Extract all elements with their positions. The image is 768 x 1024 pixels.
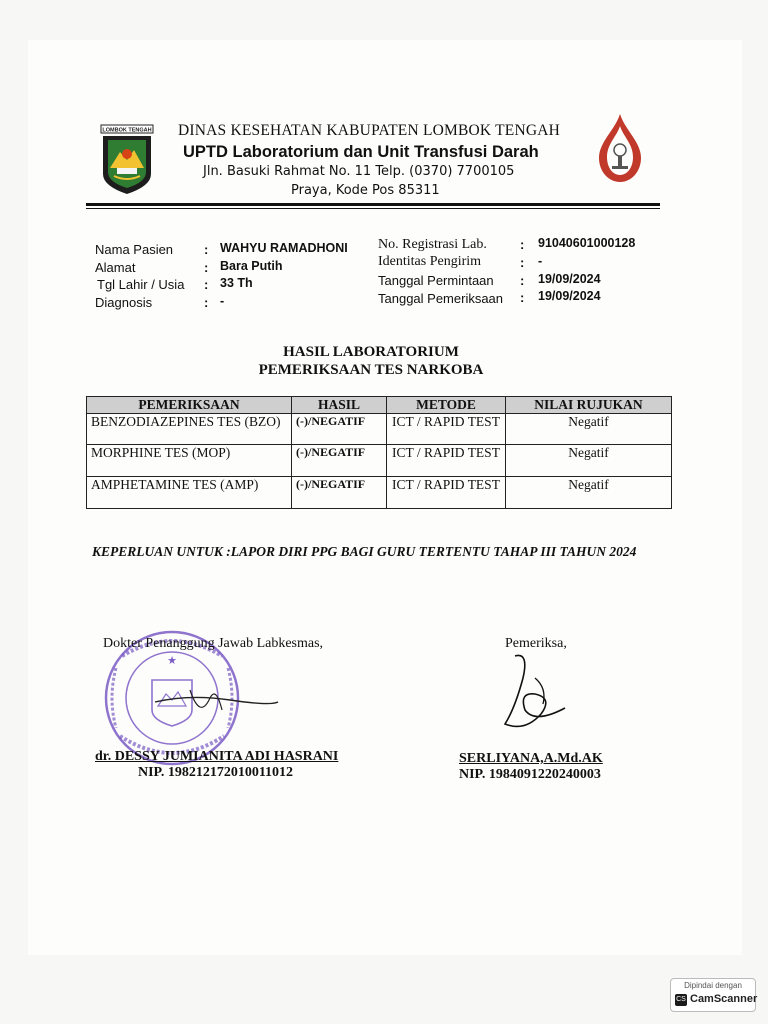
camscanner-icon: CS bbox=[675, 994, 687, 1006]
header-lab-name: UPTD Laboratorium dan Unit Transfusi Darah bbox=[183, 143, 539, 161]
colon: : bbox=[204, 277, 209, 292]
right-signature bbox=[495, 648, 575, 733]
request-date-label: Tanggal Permintaan bbox=[378, 273, 494, 288]
column-header-test: PEMERIKSAAN bbox=[87, 397, 292, 414]
table-header-row bbox=[87, 397, 672, 414]
colon: : bbox=[520, 273, 525, 288]
blood-drop-logo bbox=[595, 112, 645, 184]
result-cell: (-)/NEGATIF bbox=[292, 477, 387, 509]
exam-date-value: 19/09/2024 bbox=[538, 289, 601, 303]
table-row bbox=[87, 445, 672, 477]
colon: : bbox=[204, 260, 209, 275]
patient-name-value: WAHYU RAMADHONI bbox=[220, 241, 348, 255]
svg-text:★: ★ bbox=[167, 655, 177, 667]
patient-diagnosis-label: Diagnosis bbox=[95, 295, 153, 310]
sender-value: - bbox=[538, 254, 543, 268]
column-header-result: HASIL bbox=[292, 397, 387, 414]
patient-address-label: Alamat bbox=[95, 260, 136, 275]
patient-name-label: Nama Pasien bbox=[95, 242, 174, 257]
header-city: Praya, Kode Pos 85311 bbox=[291, 183, 440, 198]
colon: : bbox=[520, 237, 525, 252]
reference-cell: Negatif bbox=[506, 414, 672, 445]
report-title: HASIL LABORATORIUM bbox=[283, 344, 459, 360]
header-agency: DINAS KESEHATAN KABUPATEN LOMBOK TENGAH bbox=[178, 122, 561, 139]
colon: : bbox=[204, 295, 209, 310]
test-name-cell: BENZODIAZEPINES TES (BZO) bbox=[87, 414, 292, 445]
result-cell: (-)/NEGATIF bbox=[292, 445, 387, 477]
column-header-reference: NILAI RUJUKAN bbox=[506, 397, 672, 414]
header-divider-thick bbox=[86, 203, 660, 206]
method-cell: ICT / RAPID TEST bbox=[387, 445, 506, 477]
sender-label: Identitas Pengirim bbox=[378, 254, 482, 269]
reference-cell: Negatif bbox=[506, 445, 672, 477]
results-table bbox=[86, 396, 672, 509]
reg-number-value: 91040601000128 bbox=[538, 236, 636, 250]
left-signature bbox=[150, 680, 280, 730]
svg-text:LOMBOK TENGAH: LOMBOK TENGAH bbox=[102, 127, 152, 134]
watermark-caption: Dipindai dengan bbox=[684, 981, 742, 990]
exam-date-label: Tanggal Pemeriksaan bbox=[378, 291, 504, 306]
table-row bbox=[87, 477, 672, 509]
colon: : bbox=[520, 290, 525, 305]
header-divider-thin bbox=[86, 208, 660, 209]
report-subtitle: PEMERIKSAAN TES NARKOBA bbox=[258, 362, 484, 378]
colon: : bbox=[520, 255, 525, 270]
patient-dob-label: Tgl Lahir / Usia bbox=[97, 277, 185, 292]
lombok-tengah-logo bbox=[100, 124, 154, 196]
left-signer-role: Dokter Penanggung Jawab Labkesmas, bbox=[103, 636, 324, 651]
method-cell: ICT / RAPID TEST bbox=[387, 414, 506, 445]
test-name-cell: AMPHETAMINE TES (AMP) bbox=[87, 477, 292, 509]
table-row bbox=[87, 414, 672, 445]
purpose-text: KEPERLUAN UNTUK :LAPOR DIRI PPG BAGI GURU TERTENTU TAHAP III TAHUN 2024 bbox=[92, 544, 637, 559]
patient-diagnosis-value: - bbox=[220, 294, 225, 308]
column-header-method: METODE bbox=[387, 397, 506, 414]
result-cell: (-)/NEGATIF bbox=[292, 414, 387, 445]
left-signer-nip: NIP. 198212172010011012 bbox=[138, 765, 294, 780]
watermark-brand: CamScanner bbox=[690, 993, 758, 1005]
colon: : bbox=[204, 242, 209, 257]
right-signer-role: Pemeriksa, bbox=[505, 636, 567, 651]
right-signer-name: SERLIYANA,A.Md.AK bbox=[459, 751, 603, 766]
request-date-value: 19/09/2024 bbox=[538, 272, 601, 286]
camscanner-watermark bbox=[670, 978, 756, 1012]
left-signer-name: dr. DESSY JUMIANITA ADI HASRANI bbox=[95, 749, 339, 764]
right-signer-nip: NIP. 1984091220240003 bbox=[459, 767, 601, 782]
reference-cell: Negatif bbox=[506, 477, 672, 509]
patient-address-value: Bara Putih bbox=[220, 259, 283, 273]
test-name-cell: MORPHINE TES (MOP) bbox=[87, 445, 292, 477]
patient-dob-value: 33 Th bbox=[220, 276, 253, 290]
method-cell: ICT / RAPID TEST bbox=[387, 477, 506, 509]
header-address: Jln. Basuki Rahmat No. 11 Telp. (0370) 7700105 bbox=[203, 164, 515, 179]
reg-number-label: No. Registrasi Lab. bbox=[378, 237, 487, 252]
